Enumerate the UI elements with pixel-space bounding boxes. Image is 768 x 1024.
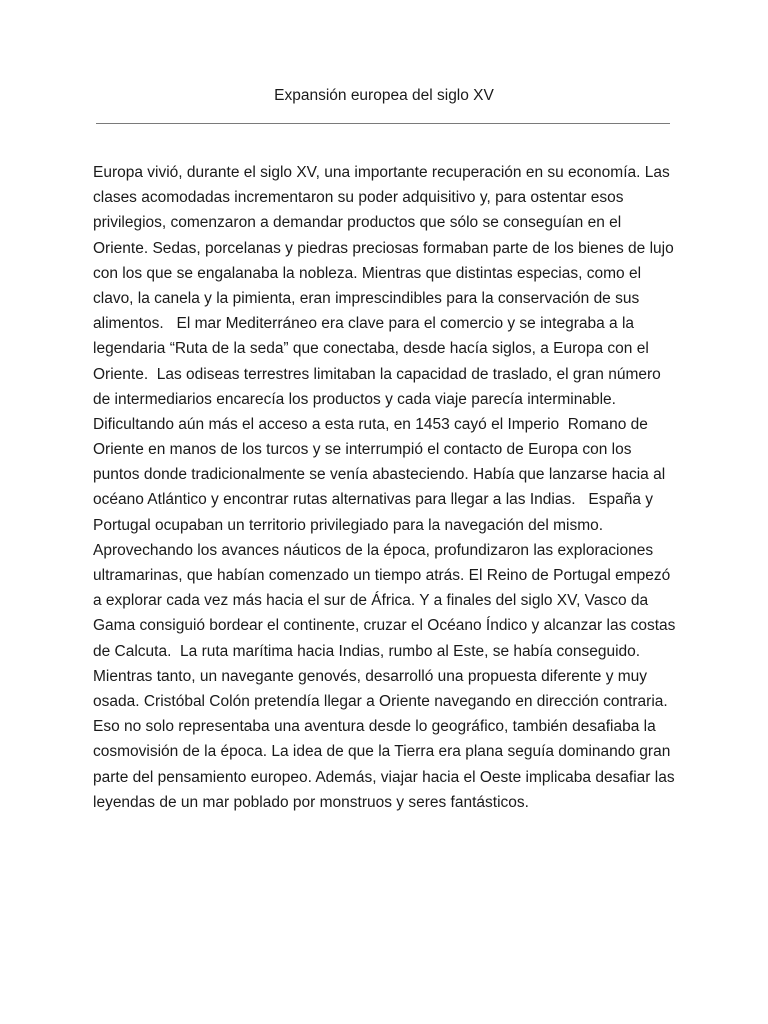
body-line: Gama consiguió bordear el continente, cruzar el Océano Índico y alcanzar las costas bbox=[93, 617, 676, 635]
document-title: Expansión europea del siglo XV bbox=[274, 87, 494, 104]
body-line: Oriente en manos de los turcos y se interrumpió el contacto de Europa con los bbox=[93, 441, 632, 459]
body-line: Portugal ocupaban un territorio privilegiado para la navegación del mismo. bbox=[93, 516, 604, 534]
body-line: océano Atlántico y encontrar rutas alternativas para llegar a las Indias. España y bbox=[93, 491, 654, 509]
body-line: leyendas de un mar poblado por monstruos y seres fantásticos. bbox=[93, 793, 529, 811]
body-line: de Calcuta. La ruta marítima hacia Indias, rumbo al Este, se había conseguido. bbox=[93, 642, 641, 660]
body-line: Europa vivió, durante el siglo XV, una importante recuperación en su economía. Las bbox=[93, 164, 670, 181]
document-body bbox=[93, 160, 693, 815]
body-line: Aprovechando los avances náuticos de la época, profundizaron las exploraciones bbox=[93, 541, 654, 559]
body-line: cosmovisión de la época. La idea de que la Tierra era plana seguía dominando gran bbox=[93, 743, 671, 761]
body-line: a explorar cada vez más hacia el sur de África. Y a finales del siglo XV, Vasco da bbox=[93, 592, 649, 610]
body-line: clases acomodadas incrementaron su poder adquisitivo y, para ostentar esos bbox=[93, 189, 624, 207]
title-divider bbox=[96, 123, 670, 124]
body-line: Dificultando aún más el acceso a esta ruta, en 1453 cayó el Imperio Romano de bbox=[93, 415, 648, 433]
body-line: de intermediarios encarecía los productos y cada viaje parecía interminable. bbox=[93, 390, 616, 408]
body-line: legendaria “Ruta de la seda” que conectaba, desde hacía siglos, a Europa con el bbox=[93, 340, 649, 358]
body-line: Oriente. Sedas, porcelanas y piedras preciosas formaban parte de los bienes de lujo bbox=[93, 239, 674, 257]
body-line: puntos donde tradicionalmente se venía abasteciendo. Había que lanzarse hacia al bbox=[93, 466, 666, 484]
body-line: con los que se engalanaba la nobleza. Mientras que distintas especias, como el bbox=[93, 264, 642, 282]
body-line: alimentos. El mar Mediterráneo era clave para el comercio y se integraba a la bbox=[93, 315, 635, 333]
body-line: clavo, la canela y la pimienta, eran imprescindibles para la conservación de sus bbox=[93, 289, 640, 307]
body-line: Mientras tanto, un navegante genovés, desarrolló una propuesta diferente y muy bbox=[93, 667, 648, 685]
body-line: Eso no solo representaba una aventura desde lo geográfico, también desafiaba la bbox=[93, 718, 656, 736]
body-line: Oriente. Las odiseas terrestres limitaban la capacidad de traslado, el gran número bbox=[93, 365, 661, 383]
body-line: parte del pensamiento europeo. Además, viajar hacia el Oeste implicaba desafiar las bbox=[93, 768, 675, 786]
body-line: privilegios, comenzaron a demandar productos que sólo se conseguían en el bbox=[93, 214, 622, 232]
body-line: osada. Cristóbal Colón pretendía llegar a Oriente navegando en dirección contraria. bbox=[93, 692, 668, 710]
body-line: ultramarinas, que habían comenzado un tiempo atrás. El Reino de Portugal empezó bbox=[93, 567, 671, 584]
